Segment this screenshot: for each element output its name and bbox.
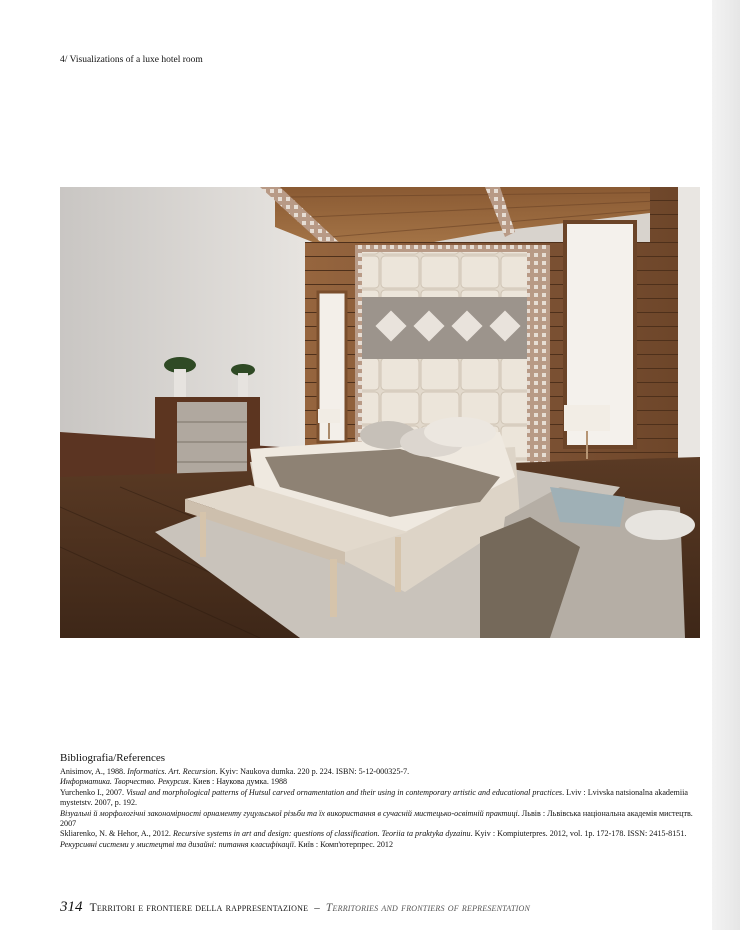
reference-entry: Anisimov, A., 1988. Informatics. Art. Recursion. Kyiv: Naukova dumka. 220 p. 224. ISBN: 5-12-000325-7. bbox=[60, 767, 410, 776]
hotel-room-rendering bbox=[60, 187, 700, 638]
reference-entry: Yurchenko I., 2007. Visual and morphological patterns of Hutsul carved ornamentation and their using in contemporary artistic and educational practices. Lviv : Lvivska natsionalna akademiia mystetstv. 2007, p. 192. bbox=[60, 787, 688, 808]
reference-entry: Візуальні й морфологічні закономірності орнаменту гуцульської різьби та їх використання в сучасній мистецько-освітній практиці. Львів : Львівська національна академія мистецтв. 2007 bbox=[60, 808, 693, 829]
figure-caption: 4/ Visualizations of a luxe hotel room bbox=[60, 55, 203, 65]
running-footer bbox=[60, 899, 700, 916]
reference-entry: Информатика. Творчество. Рекурсия. Киев : Наукова думка. 1988 bbox=[60, 777, 288, 787]
page-edge-shadow bbox=[712, 0, 740, 930]
footer-separator: – bbox=[314, 902, 320, 914]
bibliography-heading: Bibliografia/References bbox=[60, 752, 166, 764]
page-number: 314 bbox=[60, 899, 83, 915]
reference-entry: Рекурсивні системи у мистецтві та дизайні: питання класифікації. Київ : Комп'ютерпрес. 2012 bbox=[60, 839, 394, 849]
reference-entry: Skliarenko, N. & Hehor, A., 2012. Recursive systems in art and design: questions of classification. Teoriia ta praktyka dyzainu. Kyiv : Kompiuterpres. 2012, vol. 1p. 172-178. ISSN: 2415-8151. bbox=[60, 829, 687, 839]
footer-title-english: Territories and frontiers of representation bbox=[325, 902, 531, 914]
reference-list bbox=[60, 767, 705, 850]
footer-title-italian: Territori e frontiere della rappresentazione bbox=[89, 902, 309, 914]
